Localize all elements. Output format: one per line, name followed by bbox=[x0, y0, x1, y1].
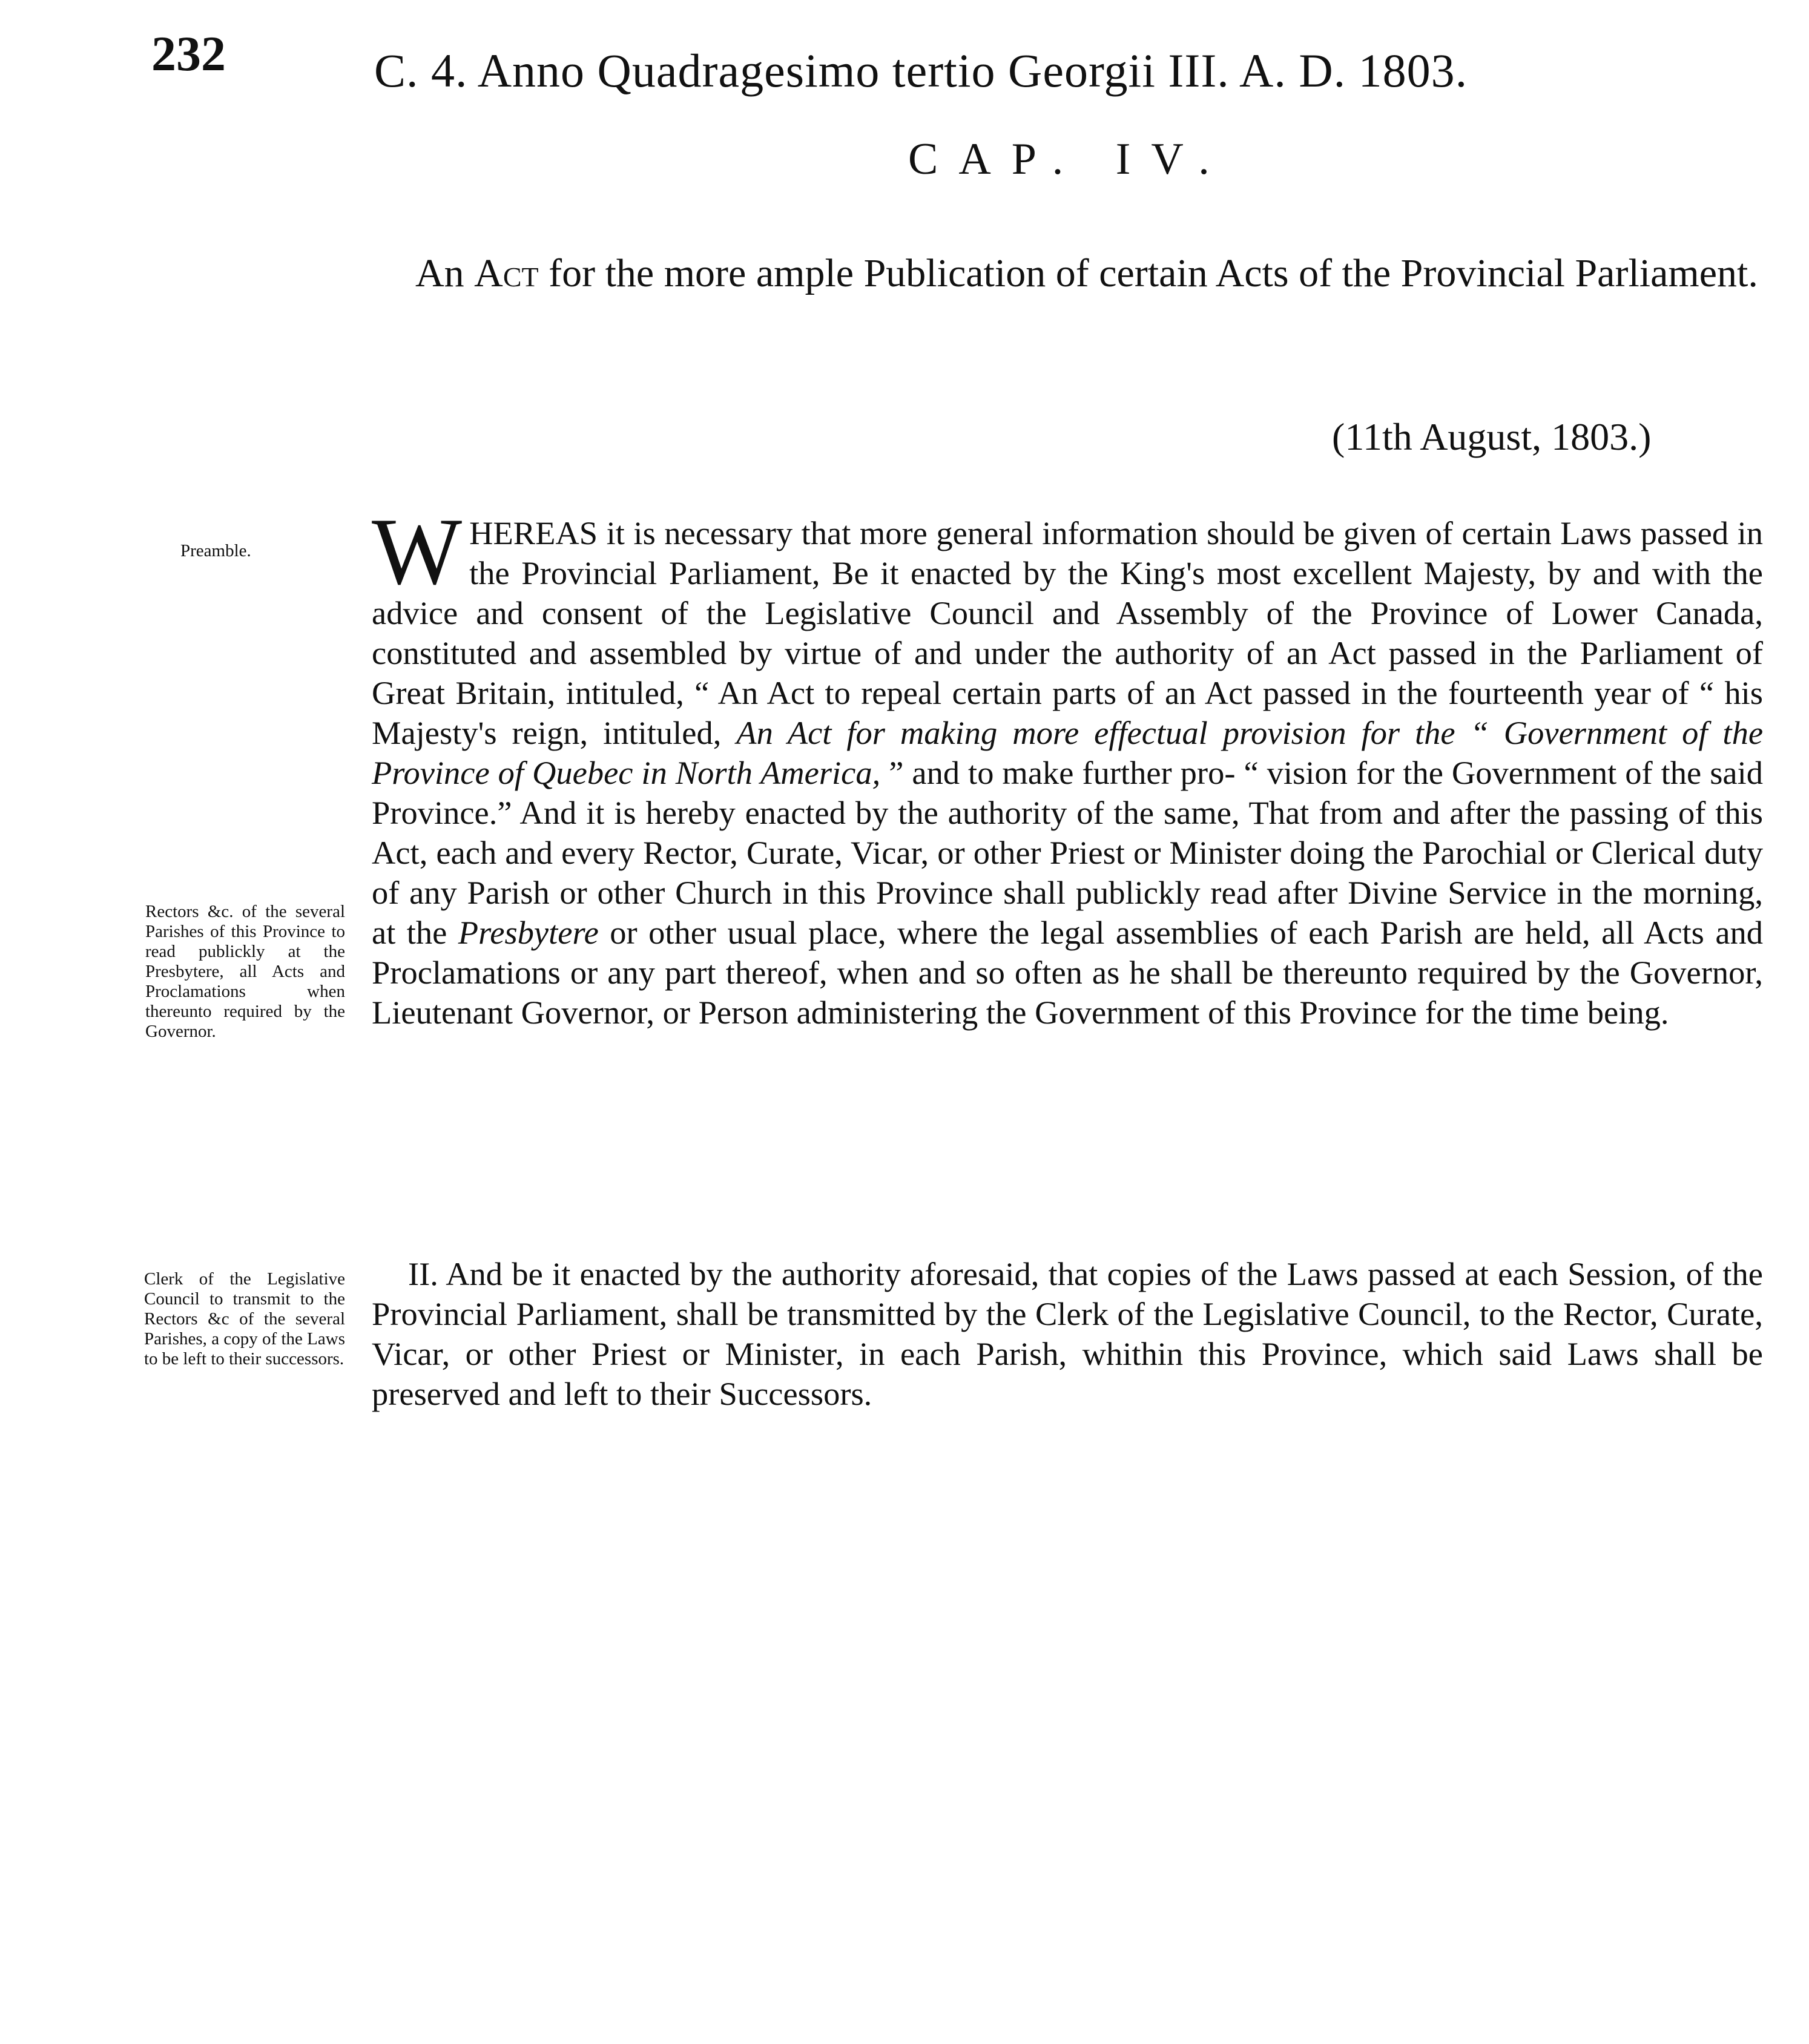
dropcap: W bbox=[372, 499, 463, 605]
section-two-text: II. And be it enacted by the authority aforesaid, that copies of the Laws passed at each Session, of the Provincial Parliament, shall be transmitted by the Clerk of the Legislative Council, to the Rector, Curate, Vicar, or other Priest or Minister, in each Parish, whithin this Province, which said Laws shall be preserved and left to their Successors. bbox=[372, 1255, 1763, 1412]
act-date: (11th August, 1803.) bbox=[1332, 415, 1652, 458]
preamble-italic-presbytere: Presbytere bbox=[458, 914, 599, 951]
preamble-italic-title: An Act for making more effectual provision for the “ Government of the Province of Quebec in North America, bbox=[372, 714, 1764, 791]
preamble-section bbox=[372, 499, 1764, 1033]
marginal-note-preamble: Preamble. bbox=[180, 541, 251, 560]
marginal-note-rectors-read: Rectors &c. of the several Parishes of this Province to read publickly at the Presbytere, all Acts and Proclamations when thereunto required by the Governor. bbox=[145, 902, 345, 1041]
preamble-text-c: or other usual place, where the legal assemblies of each Parish are held, all Acts and Proclamations or any part thereof, when and so often as he shall be thereunto required by the Governor, Lieutenant Governor, or Person administering the Government of this Province for the time being. bbox=[372, 914, 1764, 1031]
chapter-heading: CAP. IV. bbox=[908, 134, 1230, 184]
marginal-note-clerk-transmit: Clerk of the Legislative Council to transmit to the Rectors &c of the several Parishes, a copy of the Laws to be left to their successors. bbox=[144, 1269, 345, 1369]
running-head: C. 4. Anno Quadragesimo tertio Georgii III. A. D. 1803. bbox=[374, 44, 1468, 97]
page-number: 232 bbox=[151, 26, 226, 81]
act-title-rest: for the more ample Publication of certain Acts of the Provincial Parliament. bbox=[549, 251, 1758, 295]
act-title-act-word: Act bbox=[474, 251, 539, 295]
preamble-text-a: HEREAS it is necessary that more general information should be given of certain Laws passed in the Provincial Parliament, Be it enacted by the King's most excellent Majesty, by and with the advice and consent of the Legislative Council and Assembly of the Province of Lower Canada, constituted and assembled by virtue of and under the authority of an Act passed in the Parliament of Great Britain, intituled, “ An Act to repeal certain parts of an Act passed in the fourteenth year of “ his Majesty's reign, intituled, bbox=[372, 514, 1763, 751]
act-title-prefix: An bbox=[415, 251, 464, 295]
preamble-text-b: ” and to make further pro- “ vision for the Government of the said Province.” And it is hereby enacted by the authority of the same, That from and after the passing of this Act, each and every Rector, Curate, Vicar, or other Priest or Minister doing the Parochial or Clerical duty of any Parish or other Church in this Province shall publickly read after Divine Service in the morning, at the bbox=[372, 754, 1764, 951]
section-two bbox=[372, 1254, 1763, 1414]
act-title bbox=[415, 231, 1796, 316]
